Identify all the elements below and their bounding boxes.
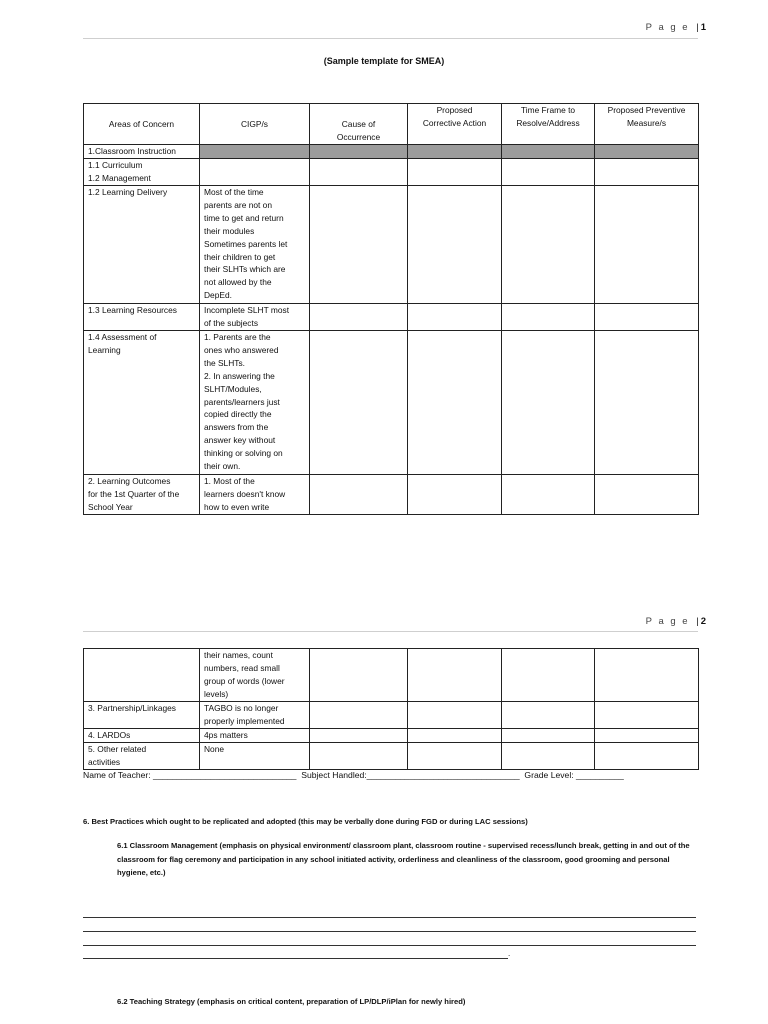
cause-cell [310,729,408,743]
cigp-cell: their names, count numbers, read small group of words (lower levels) [200,649,310,702]
cause-cell [310,649,408,702]
timeframe-cell [502,145,595,159]
page-number-value: 1 [700,22,706,33]
action-cell [408,475,502,515]
teacher-name-field: Name of Teacher: ______________________________ [83,770,297,780]
section6-1-text: 6.1 Classroom Management (emphasis on physical environment/ classroom plant, classroom routine - supervised recess/lunch break, getting in and out of the classroom for flag ceremony and participation in any school initiated activity, orderliness and cleanliness of the classroom, good grooming and personal hygiene, etc.) [117,841,690,877]
cause-cell [310,145,408,159]
cigp-cell [200,159,310,186]
timeframe-cell [502,649,595,702]
cigp-cell: Most of the time parents are not on time to get and return their modules Sometimes parents let their children to get their SLHTs which are not allowed by the DepEd. [200,186,310,304]
timeframe-cell [502,702,595,729]
timeframe-cell [502,331,595,475]
header-preventive-measures: Proposed Preventive Measure/s [595,104,699,145]
area-cell: 5. Other related activities [84,743,200,770]
table-row [84,475,699,515]
table-row [84,649,699,702]
table-row [84,702,699,729]
timeframe-cell [502,743,595,770]
area-cell: 1.1 Curriculum 1.2 Management [84,159,200,186]
area-cell [84,649,200,702]
header-cigps: CIGP/s [200,104,310,145]
grade-level-field: Grade Level: __________ [524,770,624,780]
timeframe-cell [502,475,595,515]
section6-2-text: 6.2 Teaching Strategy (emphasis on critical content, preparation of LP/DLP/iPlan for newly hired) [117,997,466,1006]
answer-end-mark: . [508,949,511,958]
header-rule [83,38,698,39]
measure-cell [595,743,699,770]
table-row [84,304,699,331]
area-cell: 1.3 Learning Resources [84,304,200,331]
action-cell [408,304,502,331]
smea-table-page2 [83,648,699,770]
cigp-cell: Incomplete SLHT most of the subjects [200,304,310,331]
page-label: P a g e [645,22,690,33]
page-label: P a g e [645,616,690,627]
timeframe-cell [502,159,595,186]
action-cell [408,649,502,702]
page-number: P a g e | 1 [645,22,706,33]
cigp-cell: 1. Parents are the ones who answered the SLHTs. 2. In answering the SLHT/Modules, parents/learners just copied directly the answers from the answer key without thinking or solving on their own. [200,331,310,475]
action-cell [408,331,502,475]
answer-line [83,958,508,959]
timeframe-cell [502,186,595,304]
smea-table-page1 [83,103,699,515]
measure-cell [595,159,699,186]
cause-cell [310,304,408,331]
cigp-cell: None [200,743,310,770]
measure-cell [595,331,699,475]
document-title: (Sample template for SMEA) [323,56,445,66]
header-areas-of-concern: Areas of Concern [84,104,200,145]
page-number: P a g e | 2 [645,616,706,627]
area-cell: 1.Classroom Instruction [84,145,200,159]
cigp-cell: 1. Most of the learners doesn't know how to even write [200,475,310,515]
cause-cell [310,159,408,186]
action-cell [408,186,502,304]
header-corrective-action: Proposed Corrective Action [408,104,502,145]
measure-cell [595,475,699,515]
cigp-cell: TAGBO is no longer properly implemented [200,702,310,729]
cause-cell [310,702,408,729]
action-cell [408,159,502,186]
action-cell [408,145,502,159]
teacher-info-fields [83,770,624,780]
header-cause: Cause of Occurrence [310,104,408,145]
action-cell [408,729,502,743]
answer-line [83,931,696,932]
section6-heading: 6. Best Practices which ought to be replicated and adopted (this may be verbally done during FGD or during LAC sessions) [83,817,528,826]
area-cell: 2. Learning Outcomes for the 1st Quarter of the School Year [84,475,200,515]
cause-cell [310,743,408,770]
table-row [84,743,699,770]
answer-line [83,917,696,918]
measure-cell [595,145,699,159]
measure-cell [595,304,699,331]
table-row [84,159,699,186]
cigp-cell [200,145,310,159]
table-row [84,331,699,475]
header-rule [83,631,698,632]
answer-line [83,945,696,946]
table-row [84,145,699,159]
timeframe-cell [502,304,595,331]
area-cell: 4. LARDOs [84,729,200,743]
action-cell [408,702,502,729]
area-cell: 1.4 Assessment of Learning [84,331,200,475]
measure-cell [595,649,699,702]
subject-handled-field: Subject Handled:________________________________ [301,770,520,780]
measure-cell [595,702,699,729]
cause-cell [310,186,408,304]
action-cell [408,743,502,770]
timeframe-cell [502,729,595,743]
cigp-cell: 4ps matters [200,729,310,743]
table-header-row [84,104,699,145]
area-cell: 1.2 Learning Delivery [84,186,200,304]
table-row [84,186,699,304]
cause-cell [310,331,408,475]
measure-cell [595,186,699,304]
measure-cell [595,729,699,743]
table-row [84,729,699,743]
area-cell: 3. Partnership/Linkages [84,702,200,729]
cause-cell [310,475,408,515]
header-time-frame: Time Frame to Resolve/Address [502,104,595,145]
page-number-value: 2 [700,616,706,627]
